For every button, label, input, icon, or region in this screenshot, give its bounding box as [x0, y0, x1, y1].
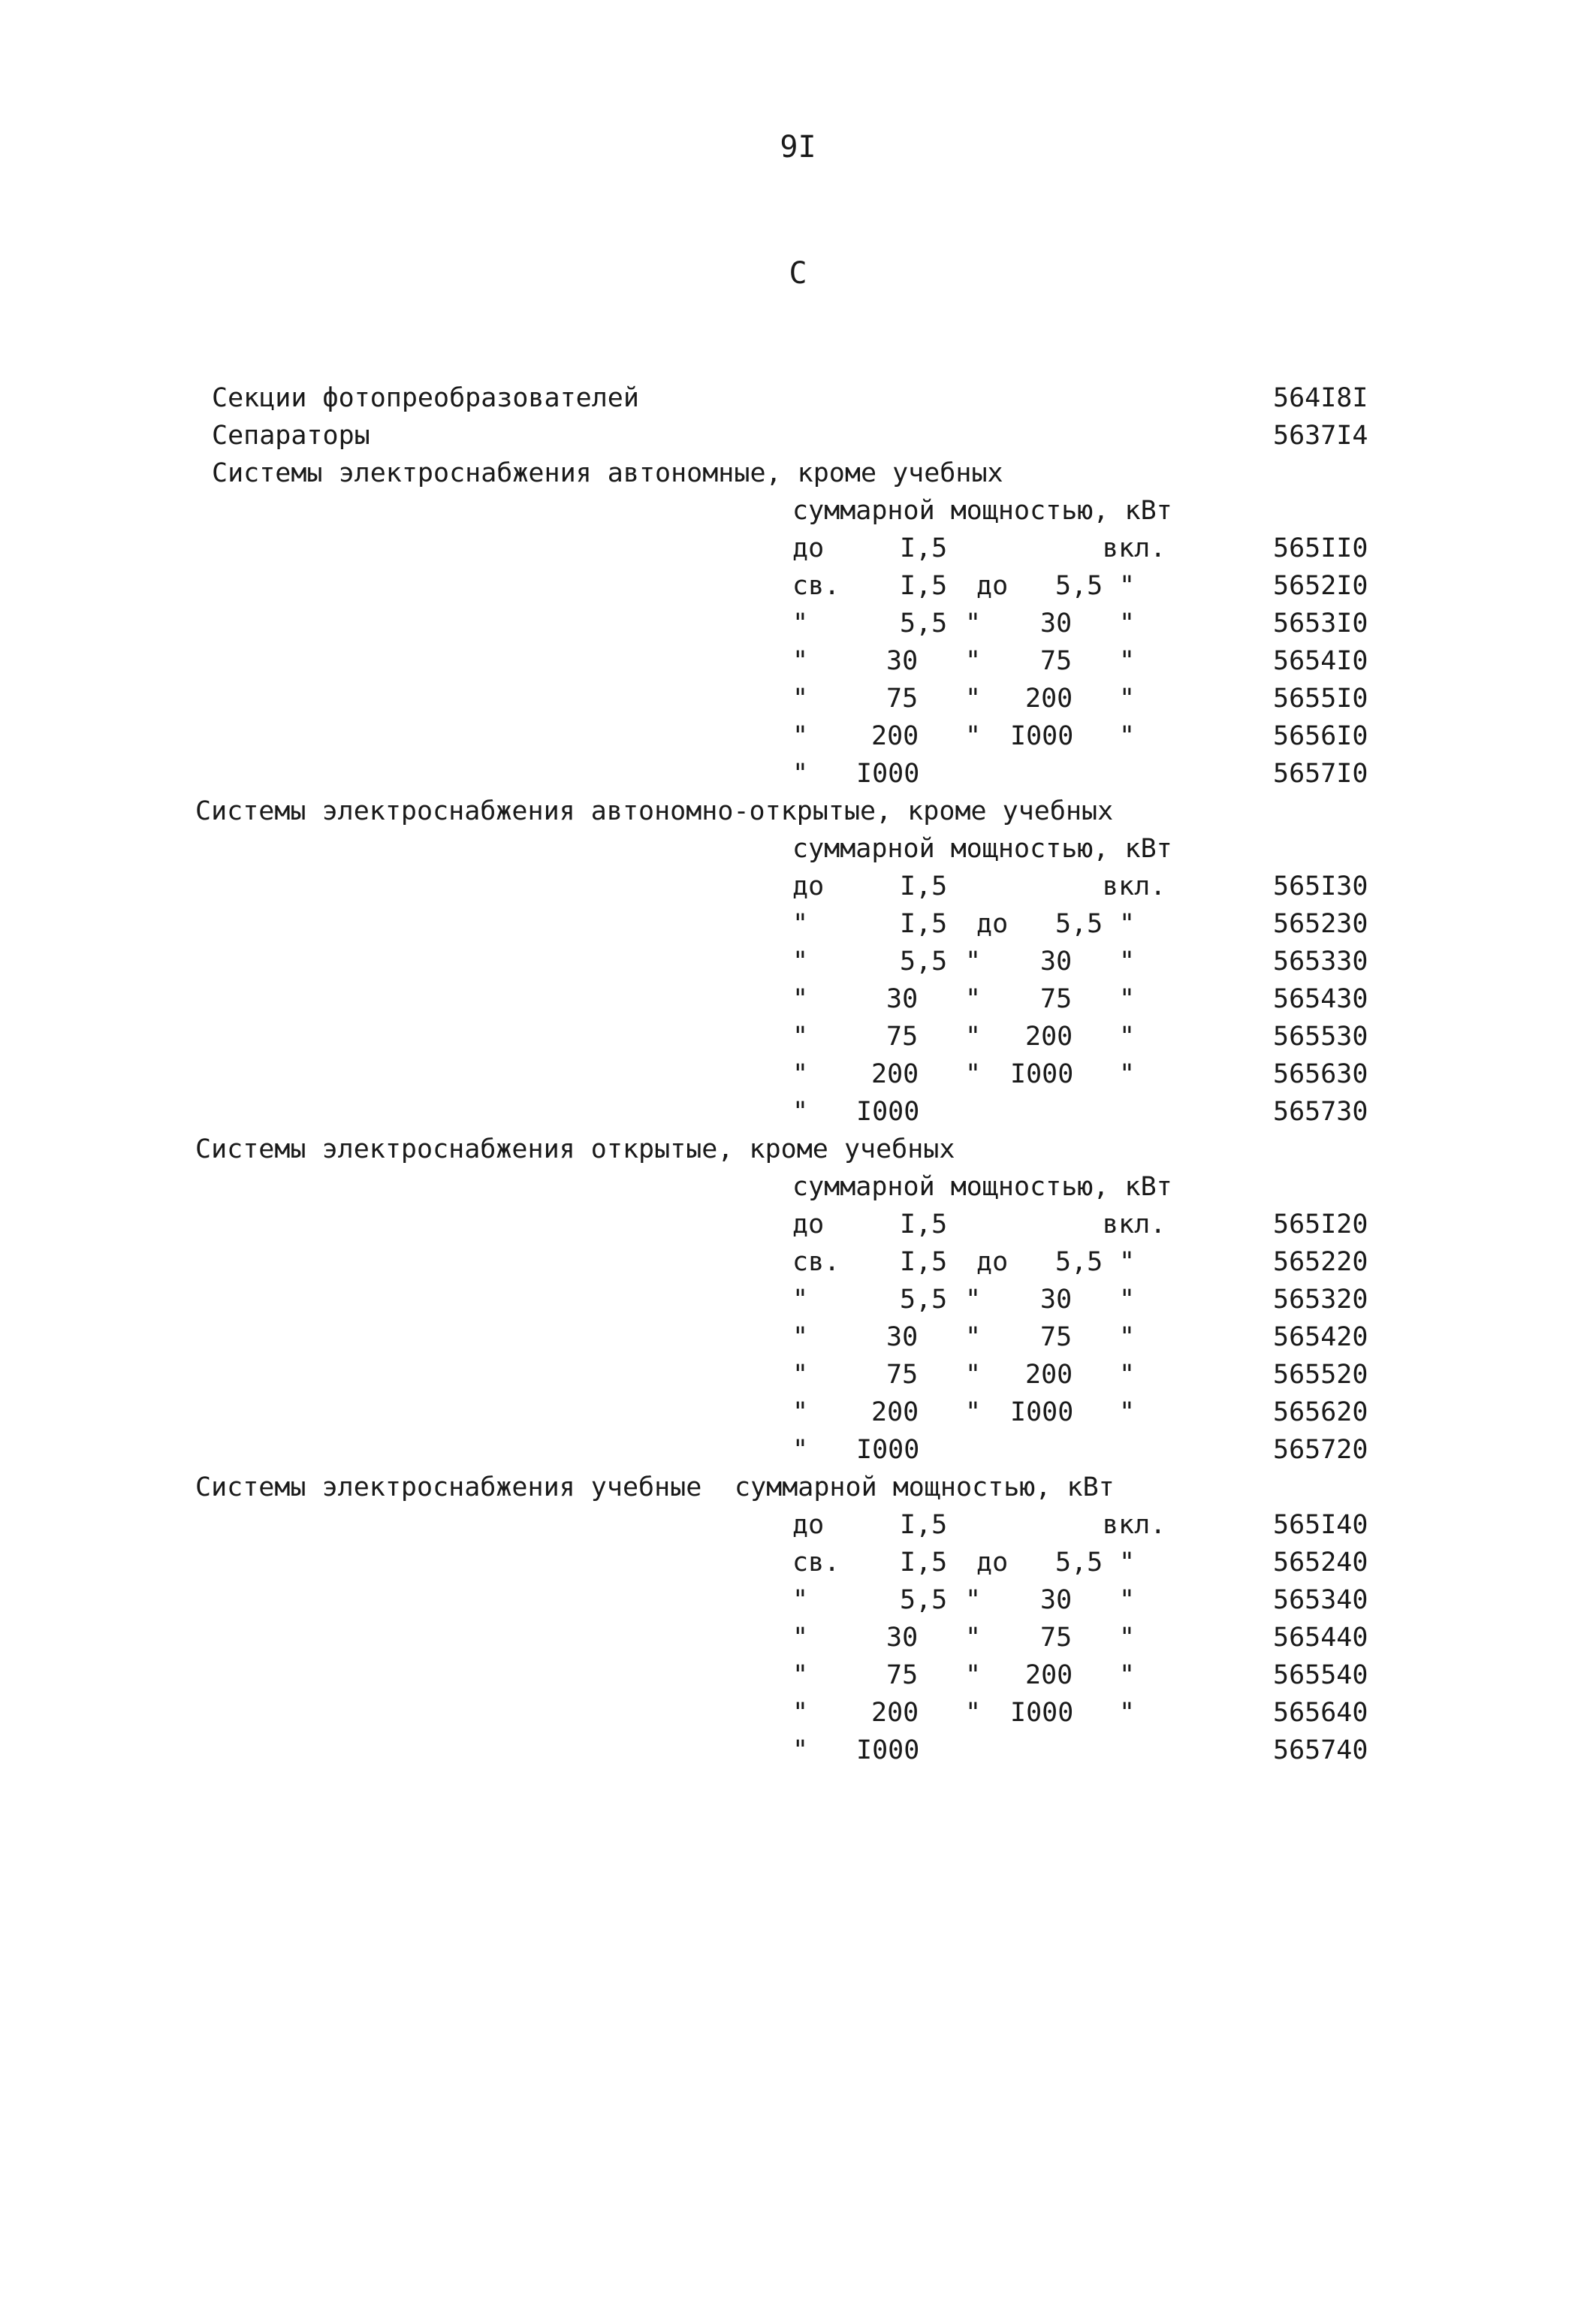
- range-row: [0, 642, 1596, 680]
- range-prefix: св.: [792, 571, 840, 601]
- range-row: [0, 1281, 1596, 1318]
- range-row: [0, 680, 1596, 717]
- range-sep: ": [965, 1022, 982, 1052]
- range-sep: ": [965, 947, 982, 977]
- range-sep: ": [965, 1397, 982, 1427]
- range-code: 5656I0: [1273, 721, 1368, 751]
- range-code: 565420: [1273, 1322, 1368, 1352]
- range-row: [0, 905, 1596, 943]
- range-from: 30: [886, 646, 919, 676]
- range-prefix: ": [792, 947, 809, 977]
- range-row: [0, 755, 1596, 793]
- range-sep: до: [976, 1247, 1009, 1277]
- group-title: Системы электроснабжения автономно-открытые, кроме учебных: [195, 796, 1114, 826]
- range-sep: ": [965, 1322, 982, 1352]
- range-row: [0, 1431, 1596, 1469]
- range-to: 200: [1025, 1360, 1073, 1390]
- range-prefix: до: [792, 533, 825, 563]
- classifier-entries: [0, 379, 1596, 1807]
- range-row: [0, 1656, 1596, 1694]
- range-suffix: ": [1119, 1285, 1136, 1315]
- range-prefix: ": [792, 1097, 809, 1127]
- range-from: 75: [886, 684, 919, 714]
- range-from: 30: [886, 1623, 919, 1653]
- range-row: [0, 1581, 1596, 1619]
- range-to: 75: [1040, 1623, 1073, 1653]
- range-row: [0, 1619, 1596, 1656]
- range-to: 5,5: [1055, 1247, 1103, 1277]
- range-code: 565540: [1273, 1660, 1368, 1690]
- range-suffix: ": [1119, 646, 1136, 676]
- group-header: [0, 1131, 1596, 1168]
- range-code: 565230: [1273, 909, 1368, 939]
- range-from: I000: [856, 759, 920, 789]
- range-from: 5,5: [900, 947, 948, 977]
- range-from: I000: [856, 1435, 920, 1465]
- range-prefix: ": [792, 1022, 809, 1052]
- range-suffix: ": [1119, 984, 1136, 1014]
- range-sep: до: [976, 1548, 1009, 1578]
- range-row: [0, 1206, 1596, 1243]
- range-row: [0, 868, 1596, 905]
- range-suffix: вкл.: [1103, 1209, 1166, 1240]
- range-suffix: ": [1119, 1698, 1136, 1728]
- range-prefix: ": [792, 1059, 809, 1089]
- range-prefix: ": [792, 759, 809, 789]
- range-row: [0, 1018, 1596, 1055]
- range-code: 565220: [1273, 1247, 1368, 1277]
- range-prefix: ": [792, 1285, 809, 1315]
- page-number: 9I: [780, 130, 816, 165]
- range-code: 565330: [1273, 947, 1368, 977]
- range-suffix: ": [1119, 1397, 1136, 1427]
- range-sep: ": [965, 721, 982, 751]
- range-to: 75: [1040, 1322, 1073, 1352]
- range-prefix: ": [792, 608, 809, 639]
- range-row: [0, 1055, 1596, 1093]
- group-subheader: [0, 830, 1596, 868]
- range-from: I,5: [900, 533, 948, 563]
- range-prefix: св.: [792, 1548, 840, 1578]
- entry-code: 5637I4: [1273, 421, 1368, 451]
- range-sep: ": [965, 984, 982, 1014]
- range-to: 75: [1040, 984, 1073, 1014]
- section-letter: С: [789, 256, 807, 291]
- range-row: [0, 1318, 1596, 1356]
- range-code: 565630: [1273, 1059, 1368, 1089]
- range-code: 5655I0: [1273, 684, 1368, 714]
- range-row: [0, 1356, 1596, 1394]
- range-prefix: ": [792, 1435, 809, 1465]
- range-to: I000: [1010, 1698, 1074, 1728]
- range-sep: ": [965, 1360, 982, 1390]
- range-code: 565I30: [1273, 871, 1368, 901]
- range-sep: ": [965, 608, 982, 639]
- range-prefix: ": [792, 1660, 809, 1690]
- range-from: 5,5: [900, 608, 948, 639]
- range-sep: до: [976, 909, 1009, 939]
- range-suffix: ": [1119, 1022, 1136, 1052]
- range-code: 565I20: [1273, 1209, 1368, 1240]
- group-subtitle: суммарной мощностью, кВт: [792, 496, 1172, 526]
- range-row: [0, 605, 1596, 642]
- range-suffix: ": [1119, 1548, 1136, 1578]
- range-from: I,5: [900, 571, 948, 601]
- range-prefix: ": [792, 984, 809, 1014]
- range-to: I000: [1010, 1059, 1074, 1089]
- range-to: 5,5: [1055, 1548, 1103, 1578]
- entry-row: [0, 417, 1596, 454]
- group-subtitle: суммарной мощностью, кВт: [792, 834, 1172, 864]
- range-to: I000: [1010, 721, 1074, 751]
- range-suffix: ": [1119, 1623, 1136, 1653]
- entry-row: [0, 379, 1596, 417]
- range-from: 200: [871, 1397, 919, 1427]
- range-row: [0, 717, 1596, 755]
- range-suffix: ": [1119, 684, 1136, 714]
- range-suffix: ": [1119, 1322, 1136, 1352]
- range-prefix: ": [792, 684, 809, 714]
- range-to: 30: [1040, 608, 1073, 639]
- range-from: 200: [871, 1059, 919, 1089]
- range-suffix: ": [1119, 1660, 1136, 1690]
- range-from: I,5: [900, 1209, 948, 1240]
- range-row: [0, 1732, 1596, 1769]
- range-from: 75: [886, 1660, 919, 1690]
- range-to: 5,5: [1055, 571, 1103, 601]
- range-code: 565320: [1273, 1285, 1368, 1315]
- range-from: I,5: [900, 871, 948, 901]
- range-sep: ": [965, 1585, 982, 1615]
- range-from: 30: [886, 984, 919, 1014]
- range-sep: ": [965, 1059, 982, 1089]
- range-code: 5657I0: [1273, 759, 1368, 789]
- range-code: 565730: [1273, 1097, 1368, 1127]
- range-from: 75: [886, 1360, 919, 1390]
- range-to: 200: [1025, 684, 1073, 714]
- range-code: 565530: [1273, 1022, 1368, 1052]
- range-to: 30: [1040, 1285, 1073, 1315]
- range-row: [0, 1544, 1596, 1581]
- range-suffix: ": [1119, 1585, 1136, 1615]
- range-to: 5,5: [1055, 909, 1103, 939]
- range-from: I,5: [900, 1510, 948, 1540]
- range-row: [0, 1093, 1596, 1131]
- group-header: [0, 1469, 1596, 1506]
- range-code: 565720: [1273, 1435, 1368, 1465]
- range-sep: до: [976, 571, 1009, 601]
- group-subheader: [0, 492, 1596, 530]
- range-code: 565I40: [1273, 1510, 1368, 1540]
- range-row: [0, 1243, 1596, 1281]
- range-prefix: до: [792, 1510, 825, 1540]
- range-suffix: ": [1119, 721, 1136, 751]
- range-row: [0, 1506, 1596, 1544]
- range-to: 200: [1025, 1022, 1073, 1052]
- range-from: 200: [871, 721, 919, 751]
- range-code: 5653I0: [1273, 608, 1368, 639]
- range-prefix: ": [792, 909, 809, 939]
- range-to: 75: [1040, 646, 1073, 676]
- range-prefix: ": [792, 1397, 809, 1427]
- range-suffix: вкл.: [1103, 533, 1166, 563]
- range-from: 5,5: [900, 1585, 948, 1615]
- range-prefix: ": [792, 1698, 809, 1728]
- range-to: 30: [1040, 1585, 1073, 1615]
- range-suffix: ": [1119, 1360, 1136, 1390]
- range-sep: ": [965, 1698, 982, 1728]
- range-sep: ": [965, 684, 982, 714]
- range-prefix: ": [792, 1735, 809, 1765]
- range-suffix: ": [1119, 571, 1136, 601]
- range-code: 565620: [1273, 1397, 1368, 1427]
- group-title: Системы электроснабжения открытые, кроме учебных: [195, 1134, 955, 1164]
- group-title: Системы электроснабжения автономные, кроме учебных: [212, 458, 1003, 488]
- range-prefix: ": [792, 721, 809, 751]
- range-suffix: ": [1119, 608, 1136, 639]
- range-prefix: ": [792, 646, 809, 676]
- range-sep: ": [965, 646, 982, 676]
- range-row: [0, 980, 1596, 1018]
- entry-name: Секции фотопреобразователей: [212, 383, 639, 413]
- range-prefix: до: [792, 871, 825, 901]
- range-code: 5652I0: [1273, 571, 1368, 601]
- range-suffix: ": [1119, 1059, 1136, 1089]
- range-suffix: ": [1119, 947, 1136, 977]
- entry-name: Сепараторы: [212, 421, 370, 451]
- range-code: 565520: [1273, 1360, 1368, 1390]
- range-suffix: вкл.: [1103, 1510, 1166, 1540]
- range-to: 30: [1040, 947, 1073, 977]
- range-prefix: ": [792, 1585, 809, 1615]
- range-suffix: ": [1119, 909, 1136, 939]
- range-sep: ": [965, 1660, 982, 1690]
- range-suffix: ": [1119, 1247, 1136, 1277]
- group-header: [0, 793, 1596, 830]
- group-subheader: [0, 1168, 1596, 1206]
- range-code: 565640: [1273, 1698, 1368, 1728]
- range-from: 200: [871, 1698, 919, 1728]
- range-code: 565340: [1273, 1585, 1368, 1615]
- range-from: 75: [886, 1022, 919, 1052]
- range-from: I000: [856, 1097, 920, 1127]
- group-header: [0, 454, 1596, 492]
- group-title: Системы электроснабжения учебные: [195, 1472, 702, 1502]
- range-row: [0, 567, 1596, 605]
- range-code: 565440: [1273, 1623, 1368, 1653]
- range-from: I,5: [900, 1247, 948, 1277]
- range-code: 5654I0: [1273, 646, 1368, 676]
- range-row: [0, 943, 1596, 980]
- range-to: I000: [1010, 1397, 1074, 1427]
- range-code: 565II0: [1273, 533, 1368, 563]
- entry-code: 564I8I: [1273, 383, 1368, 413]
- group-subtitle: суммарной мощностью, кВт: [735, 1472, 1115, 1502]
- range-prefix: ": [792, 1623, 809, 1653]
- range-suffix: вкл.: [1103, 871, 1166, 901]
- range-to: 200: [1025, 1660, 1073, 1690]
- range-from: I,5: [900, 1548, 948, 1578]
- range-prefix: до: [792, 1209, 825, 1240]
- range-code: 565740: [1273, 1735, 1368, 1765]
- group-subtitle: суммарной мощностью, кВт: [792, 1172, 1172, 1202]
- range-sep: ": [965, 1285, 982, 1315]
- range-from: 5,5: [900, 1285, 948, 1315]
- range-from: I,5: [900, 909, 948, 939]
- range-code: 565240: [1273, 1548, 1368, 1578]
- range-from: I000: [856, 1735, 920, 1765]
- range-prefix: ": [792, 1360, 809, 1390]
- range-sep: ": [965, 1623, 982, 1653]
- range-prefix: ": [792, 1322, 809, 1352]
- range-row: [0, 530, 1596, 567]
- range-prefix: св.: [792, 1247, 840, 1277]
- range-row: [0, 1394, 1596, 1431]
- range-code: 565430: [1273, 984, 1368, 1014]
- range-row: [0, 1694, 1596, 1732]
- range-from: 30: [886, 1322, 919, 1352]
